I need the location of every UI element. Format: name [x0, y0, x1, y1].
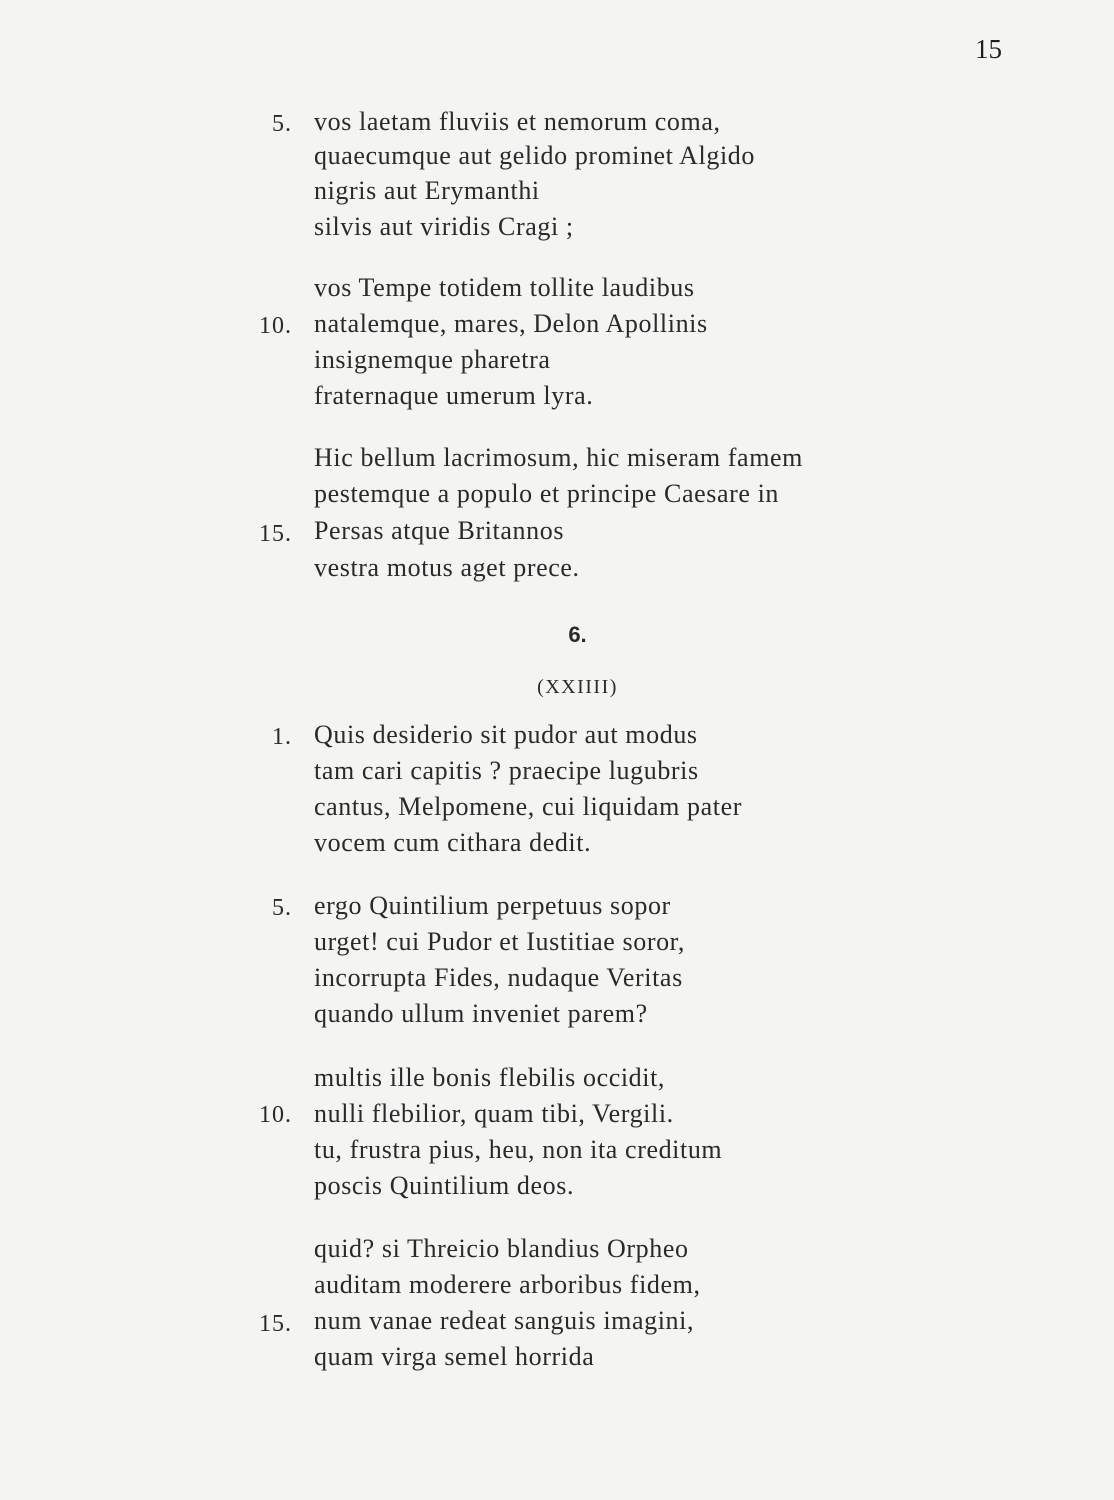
verse-line: vocem cum cithara dedit. — [314, 828, 592, 857]
verse-line: tu, frustra pius, heu, non ita creditum — [314, 1135, 723, 1164]
verse-line: quam virga semel horrida — [314, 1342, 595, 1371]
line-number: 10. — [259, 313, 292, 339]
verse-line: num vanae redeat sanguis imagini, — [314, 1306, 695, 1335]
verse-line: nulli flebilior, quam tibi, Vergili. — [314, 1099, 674, 1128]
verse-line: Persas atque Britannos — [314, 516, 565, 545]
page-number: 15 — [975, 34, 1002, 64]
poem-number: 6. — [568, 622, 587, 647]
line-number: 5. — [272, 111, 292, 137]
verse-line: Quis desiderio sit pudor aut modus — [314, 720, 698, 749]
verse-line: incorrupta Fides, nudaque Veritas — [314, 963, 683, 992]
poem-roman-numeral: (XXIIII) — [537, 676, 618, 698]
verse-line: auditam moderere arboribus fidem, — [314, 1270, 701, 1299]
verse-line: pestemque a populo et principe Caesare in — [314, 479, 779, 508]
line-number: 10. — [259, 1102, 292, 1128]
line-number: 15. — [259, 521, 292, 547]
verse-line: fraternaque umerum lyra. — [314, 381, 594, 410]
verse-line: vos laetam fluviis et nemorum coma, — [314, 107, 721, 136]
line-number: 1. — [272, 724, 292, 750]
verse-line: vos Tempe totidem tollite laudibus — [314, 273, 695, 302]
verse-line: vestra motus aget prece. — [314, 553, 580, 582]
verse-line: natalemque, mares, Delon Apollinis — [314, 309, 708, 338]
verse-line: quando ullum inveniet parem? — [314, 999, 648, 1028]
verse-line: insignemque pharetra — [314, 345, 551, 374]
verse-line: Hic bellum lacrimosum, hic miseram famem — [314, 443, 803, 472]
verse-line: multis ille bonis flebilis occidit, — [314, 1063, 666, 1092]
line-number: 5. — [272, 895, 292, 921]
line-number: 15. — [259, 1311, 292, 1337]
verse-line: urget! cui Pudor et Iustitiae soror, — [314, 927, 686, 956]
verse-line: poscis Quintilium deos. — [314, 1171, 575, 1200]
verse-line: quaecumque aut gelido prominet Algido — [314, 141, 755, 170]
verse-line: tam cari capitis ? praecipe lugubris — [314, 756, 699, 785]
verse-line: silvis aut viridis Cragi ; — [314, 212, 574, 241]
verse-line: cantus, Melpomene, cui liquidam pater — [314, 792, 742, 821]
verse-line: quid? si Threicio blandius Orpheo — [314, 1234, 689, 1263]
verse-line: ergo Quintilium perpetuus sopor — [314, 891, 671, 920]
verse-line: nigris aut Erymanthi — [314, 176, 540, 205]
